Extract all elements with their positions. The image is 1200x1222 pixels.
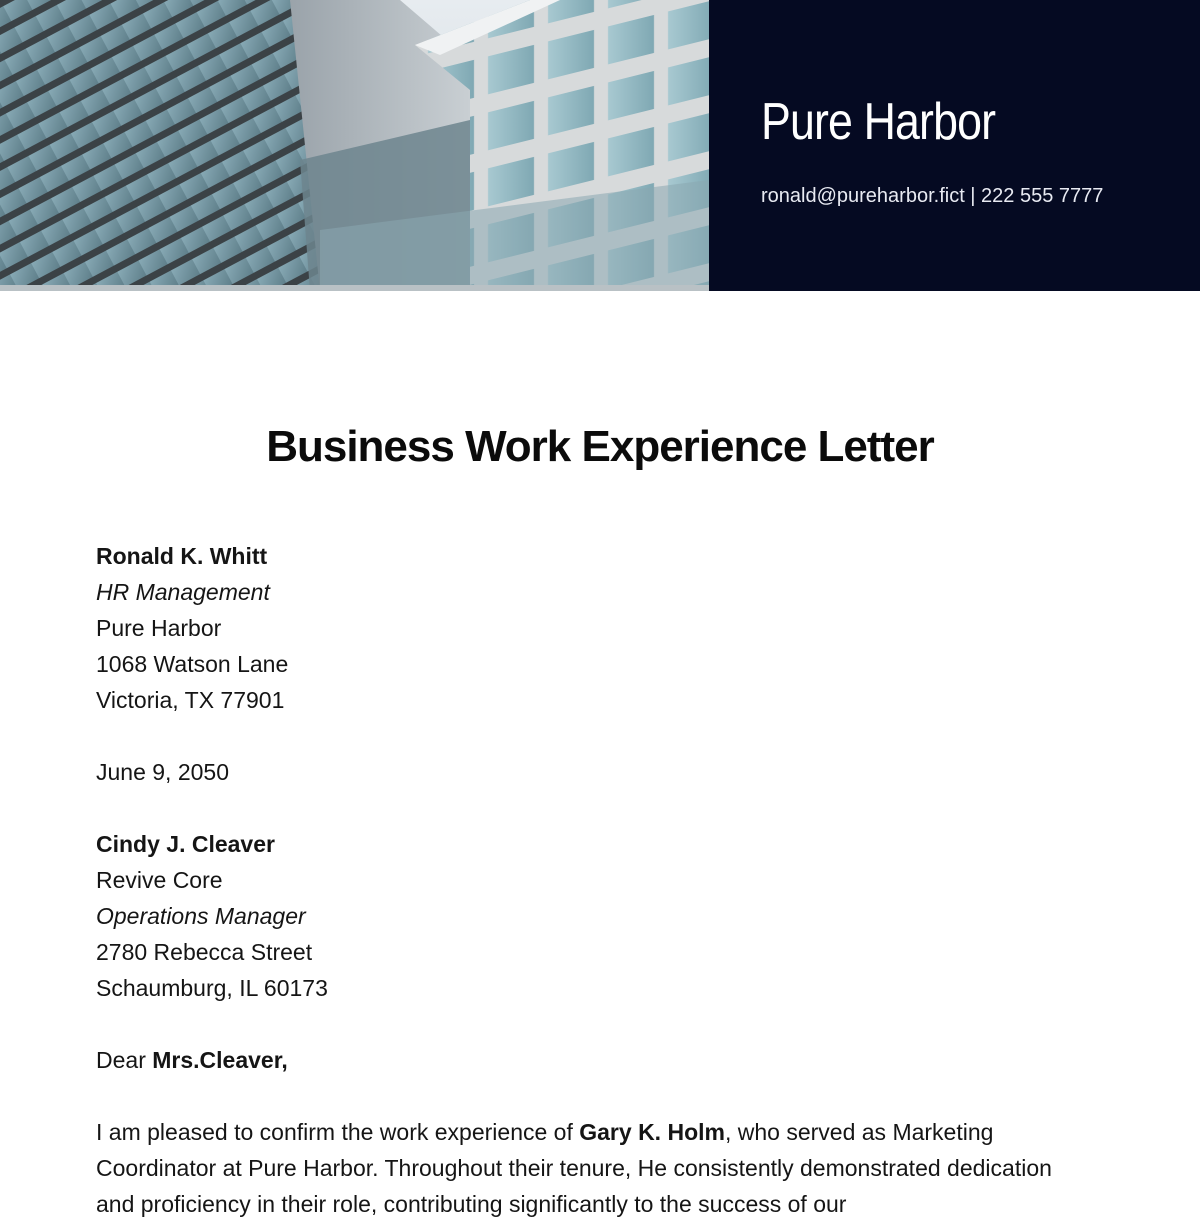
- date-block: [96, 754, 229, 790]
- sender-block: [96, 538, 288, 718]
- company-contact: ronald@pureharbor.fict | 222 555 7777: [761, 185, 1104, 207]
- letterhead: [0, 0, 1200, 291]
- recipient-company: Revive Core: [96, 867, 223, 893]
- salutation-name: Mrs.Cleaver,: [152, 1047, 288, 1073]
- company-name: Pure Harbor: [761, 93, 996, 151]
- body-text-start: I am pleased to confirm the work experience of: [96, 1119, 573, 1145]
- brand-panel: [709, 0, 1200, 291]
- recipient-street: 2780 Rebecca Street: [96, 939, 313, 965]
- building-photo: [0, 0, 709, 291]
- salutation-line: [96, 1042, 288, 1078]
- sender-street: 1068 Watson Lane: [96, 651, 289, 677]
- employee-name: Gary K. Holm: [579, 1119, 725, 1145]
- sender-department: HR Management: [96, 579, 270, 605]
- salutation-greeting: Dear: [96, 1047, 146, 1073]
- recipient-block: [96, 826, 328, 1006]
- letter-date: June 9, 2050: [96, 759, 230, 785]
- sender-city: Victoria, TX 77901: [96, 687, 285, 713]
- body-paragraph: [96, 1114, 1096, 1222]
- sender-name: Ronald K. Whitt: [96, 543, 268, 569]
- recipient-title: Operations Manager: [96, 903, 306, 929]
- recipient-city: Schaumburg, IL 60173: [96, 975, 328, 1001]
- salutation: [96, 1042, 288, 1078]
- body-text-rest: , who served as Marketing Coordinator at Pure Harbor. Throughout their tenure, He consistently demonstrated dedication and proficiency in their role, contributing significantly to the success of our: [96, 1119, 1052, 1217]
- document-title: Business Work Experience Letter: [266, 422, 934, 471]
- recipient-name: Cindy J. Cleaver: [96, 831, 275, 857]
- sender-company: Pure Harbor: [96, 615, 222, 641]
